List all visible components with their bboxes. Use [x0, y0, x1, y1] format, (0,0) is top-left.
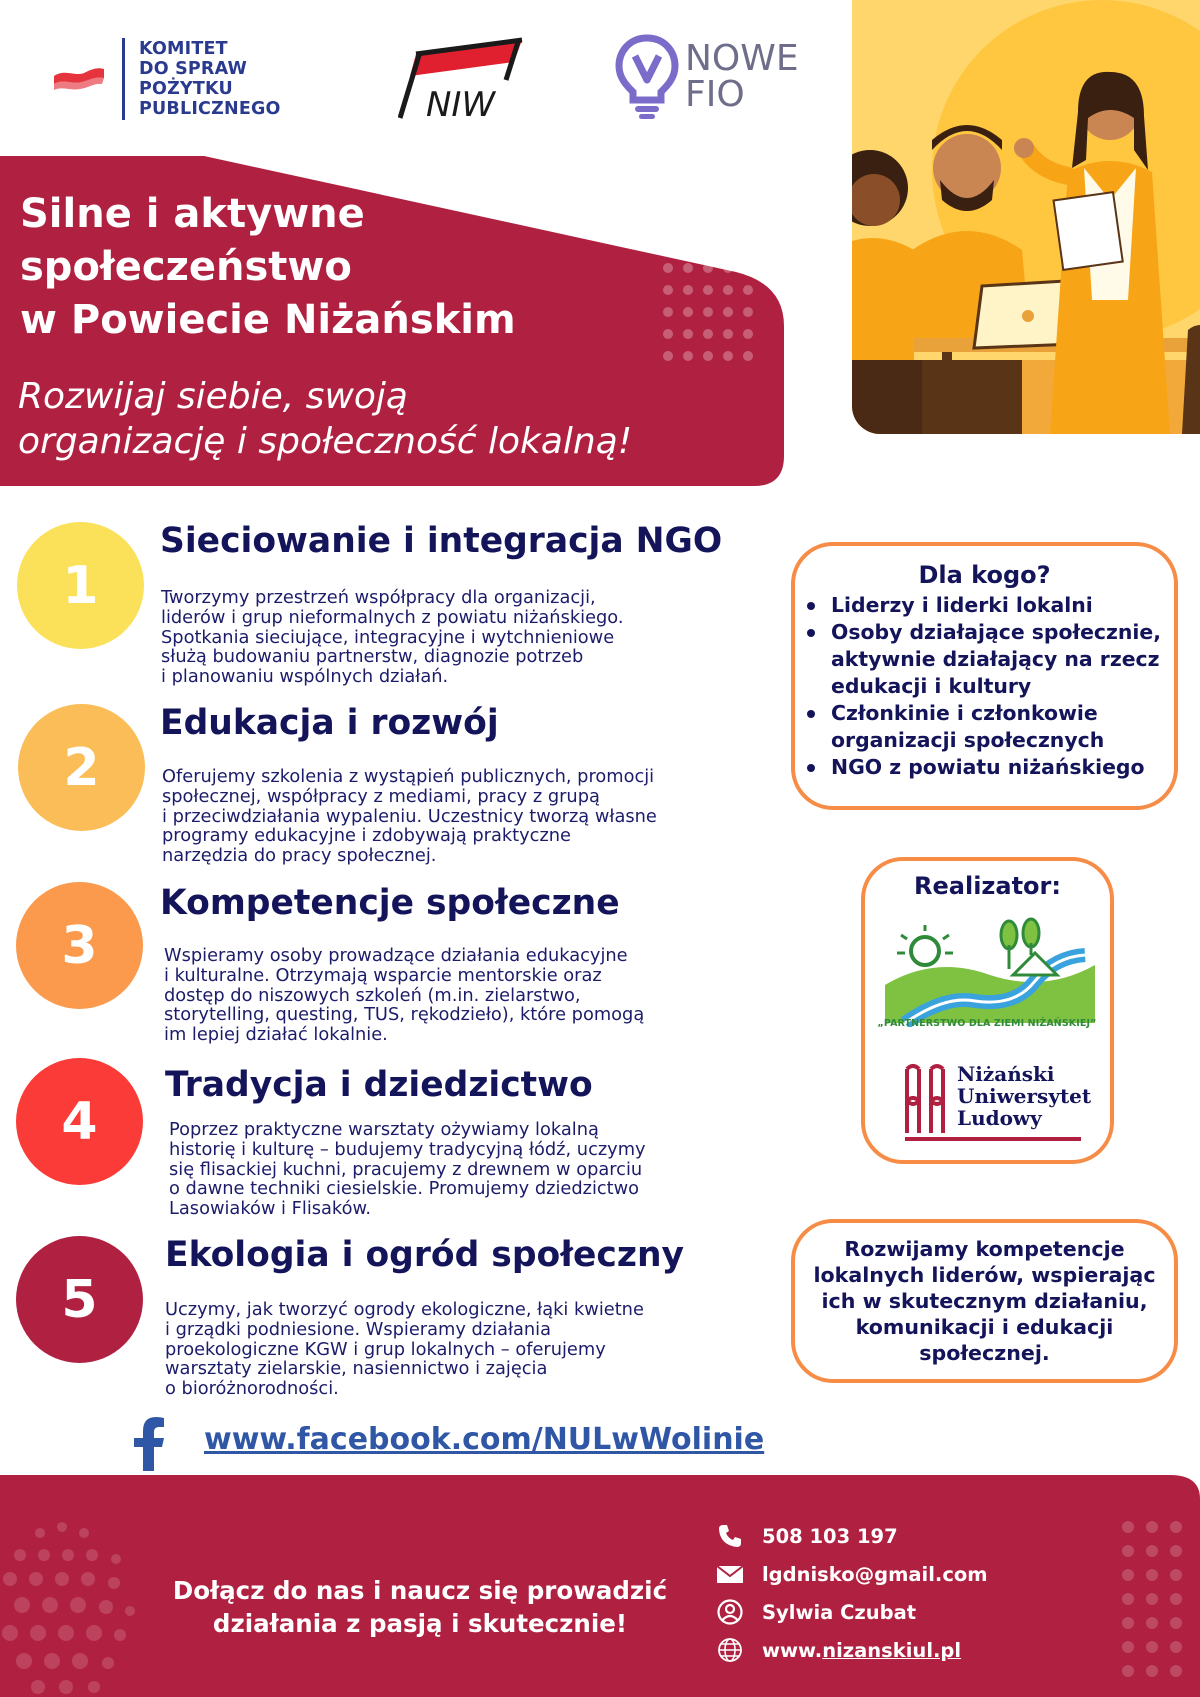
section-body-line: dostęp do niszowych szkoleń (m.in. zielarstwo,: [164, 984, 581, 1006]
section-body-line: Spotkania sieciujące, integracyjne i wytchnieniowe: [161, 626, 615, 648]
nul-logo-line: Niżański: [957, 1062, 1055, 1086]
section-ecology: [0, 1232, 760, 1402]
section-title: Tradycja i dziedzictwo: [165, 1065, 593, 1105]
nul-logo-line: Ludowy: [957, 1106, 1042, 1130]
footer-cta-line: działania z pasją i skutecznie!: [212, 1609, 628, 1638]
mission-line: komunikacji i edukacji: [855, 1315, 1114, 1339]
section-social-competence: [0, 882, 760, 1052]
section-body-line: proekologiczne KGW i grup lokalnych – oferujemy: [165, 1338, 606, 1360]
globe-icon: [716, 1636, 744, 1664]
lightbulb-icon: [615, 34, 679, 120]
section-body-line: Tworzymy przestrzeń współpracy dla organizacji,: [161, 587, 596, 608]
kpp-logo-line: DO SPRAW: [139, 59, 248, 79]
contact-website[interactable]: [716, 1631, 988, 1669]
section-body-line: im lepiej działać lokalnie.: [164, 1024, 388, 1046]
kpp-logo-text: [139, 39, 281, 119]
contact-email[interactable]: [716, 1555, 988, 1593]
contact-list: [716, 1517, 988, 1669]
hero-title-line: Silne i aktywne: [20, 191, 365, 237]
contact-email-text: lgdnisko@gmail.com: [762, 1562, 988, 1586]
hero-title-line: w Powiecie Niżańskim: [20, 297, 516, 343]
section-number-badge: 1: [17, 522, 144, 649]
list-item: [831, 619, 1174, 700]
mission-line: Rozwijamy kompetencje: [844, 1237, 1125, 1261]
list-item: [831, 592, 1174, 619]
section-networking: [0, 520, 760, 690]
footer-cta-line: Dołącz do nas i naucz się prowadzić: [172, 1576, 668, 1605]
section-number-badge: 3: [16, 882, 143, 1009]
mail-icon: [716, 1560, 744, 1588]
hero-title: [20, 188, 660, 347]
nul-logo-text: [957, 1063, 1091, 1129]
logo-divider: [122, 38, 125, 120]
section-body-line: Wspieramy osoby prowadzące działania edukacyjne: [164, 945, 628, 966]
section-body: [165, 1300, 644, 1399]
facebook-link[interactable]: www.facebook.com/NULwWolinie: [204, 1422, 765, 1457]
section-body-line: i grządki podniesione. Wspieramy działania: [165, 1318, 552, 1340]
contact-person: [716, 1593, 988, 1631]
partnership-logo-icon: [885, 915, 1095, 1027]
kpp-logo: [52, 38, 281, 120]
hero-subtitle: [18, 374, 738, 464]
section-body-line: narzędzia do pracy społecznej.: [162, 845, 437, 867]
mission-line: społecznej.: [919, 1341, 1050, 1365]
niw-logo: [398, 36, 526, 122]
mission-line: ich w skutecznym działaniu,: [821, 1289, 1148, 1313]
hero-subtitle-line: Rozwijaj siebie, swoją: [18, 376, 408, 417]
section-title: Edukacja i rozwój: [160, 703, 499, 743]
list-item-line: Członkinie i członkowie: [831, 701, 1098, 725]
nul-logo-line: Uniwersytet: [957, 1084, 1092, 1108]
list-item-line: NGO z powiatu niżańskiego: [831, 755, 1145, 779]
contact-website-text: [762, 1639, 961, 1662]
section-title: Kompetencje społeczne: [160, 883, 620, 923]
section-body-line: programy edukacyjne i zdobywają praktyczne: [162, 825, 571, 847]
section-body: [162, 767, 657, 866]
mission-line: lokalnych liderów, wspierając: [813, 1263, 1156, 1287]
community-meeting-illustration: [852, 0, 1200, 434]
website-domain: nizanskiul.pl: [822, 1638, 962, 1662]
contact-person-text: Sylwia Czubat: [762, 1600, 917, 1624]
user-icon: [716, 1598, 744, 1626]
section-body-line: o bioróżnorodności.: [165, 1378, 339, 1400]
section-body-line: Oferujemy szkolenia z wystąpień publicznych, promocji: [162, 766, 655, 787]
kpp-logo-line: PUBLICZNEGO: [139, 99, 281, 119]
realizer-box: [861, 857, 1114, 1164]
target-audience-heading: Dla kogo?: [918, 561, 1051, 589]
section-body-line: się flisackiej kuchni, pracujemy z drewnem w oparciu: [169, 1158, 643, 1180]
fio-logo-line: NOWE: [685, 38, 799, 79]
contact-phone[interactable]: [716, 1517, 988, 1555]
section-body-line: służą budowaniu partnerstw, diagnozie potrzeb: [161, 646, 584, 668]
niw-logo-text: NIW: [426, 85, 496, 122]
section-title: Sieciowanie i integracja NGO: [160, 521, 723, 561]
website-prefix: www.: [762, 1638, 823, 1662]
section-education: [0, 700, 760, 870]
kpp-logo-line: POŻYTKU: [139, 79, 233, 99]
nowe-fio-logo: [615, 34, 799, 120]
section-body-line: historię i kulturę – budujemy tradycyjną łódź, uczymy: [169, 1138, 646, 1160]
section-body-line: Lasowiaków i Flisaków.: [169, 1198, 372, 1220]
section-number-badge: 4: [16, 1058, 143, 1185]
section-body: [169, 1120, 646, 1219]
target-audience-box: [791, 542, 1178, 810]
nowe-fio-text: [685, 38, 799, 115]
section-body-line: Poprzez praktyczne warsztaty ożywiamy lokalną: [169, 1119, 599, 1140]
target-audience-list: [831, 592, 1174, 781]
section-body-line: Uczymy, jak tworzyć ogrody ekologiczne, łąki kwietne: [165, 1299, 644, 1320]
hero-subtitle-line: organizację i społeczność lokalną!: [18, 421, 633, 462]
partnership-caption: „PARTNERSTWO DLA ZIEMI NIŻAŃSKIEJ”: [877, 1018, 1097, 1029]
mission-box: [791, 1219, 1178, 1383]
section-body-line: o dawne techniki ciesielskie. Promujemy dziedzictwo: [169, 1178, 640, 1200]
section-body-line: i przeciwdziałania wypaleniu. Uczestnicy tworzą własne: [162, 805, 657, 827]
hero-title-line: społeczeństwo: [20, 244, 352, 290]
section-title: Ekologia i ogród społeczny: [165, 1235, 684, 1275]
section-number-badge: 5: [16, 1236, 143, 1363]
section-body-line: liderów i grup nieformalnych z powiatu niżańskiego.: [161, 606, 624, 628]
contact-phone-text: 508 103 197: [762, 1524, 898, 1548]
list-item: [831, 754, 1174, 781]
section-body: [161, 588, 624, 687]
footer: [0, 1475, 1200, 1697]
kpp-logo-line: KOMITET: [139, 39, 228, 59]
footer-call-to-action: [150, 1574, 690, 1640]
fio-logo-line: FIO: [685, 74, 745, 115]
hero-banner: [0, 156, 784, 486]
polish-flag-icon: [52, 64, 106, 94]
section-body-line: i planowaniu wspólnych działań.: [161, 666, 449, 688]
phone-icon: [716, 1522, 744, 1550]
section-body-line: społecznej, współpracy z mediami, pracy z grupą: [162, 785, 600, 807]
list-item: [831, 700, 1174, 754]
mission-text: [813, 1236, 1155, 1366]
section-body-line: i kulturalne. Otrzymają wsparcie mentorskie oraz: [164, 964, 602, 986]
section-body-line: storytelling, questing, TUS, rękodzieło), które pomogą: [164, 1004, 645, 1026]
section-tradition: [0, 1056, 760, 1226]
list-item-line: organizacji społecznych: [831, 728, 1105, 752]
section-body: [164, 946, 644, 1045]
list-item-line: edukacji i kultury: [831, 674, 1032, 698]
list-item-line: aktywnie działający na rzecz: [831, 647, 1160, 671]
list-item-line: Osoby działające społecznie,: [831, 620, 1161, 644]
facebook-icon[interactable]: [132, 1417, 166, 1471]
list-item-line: Liderzy i liderki lokalni: [831, 593, 1093, 617]
realizer-heading: Realizator:: [914, 872, 1061, 900]
section-number-badge: 2: [18, 704, 145, 831]
section-body-line: warsztaty zielarskie, nasiennictwo i zajęcia: [165, 1358, 548, 1380]
